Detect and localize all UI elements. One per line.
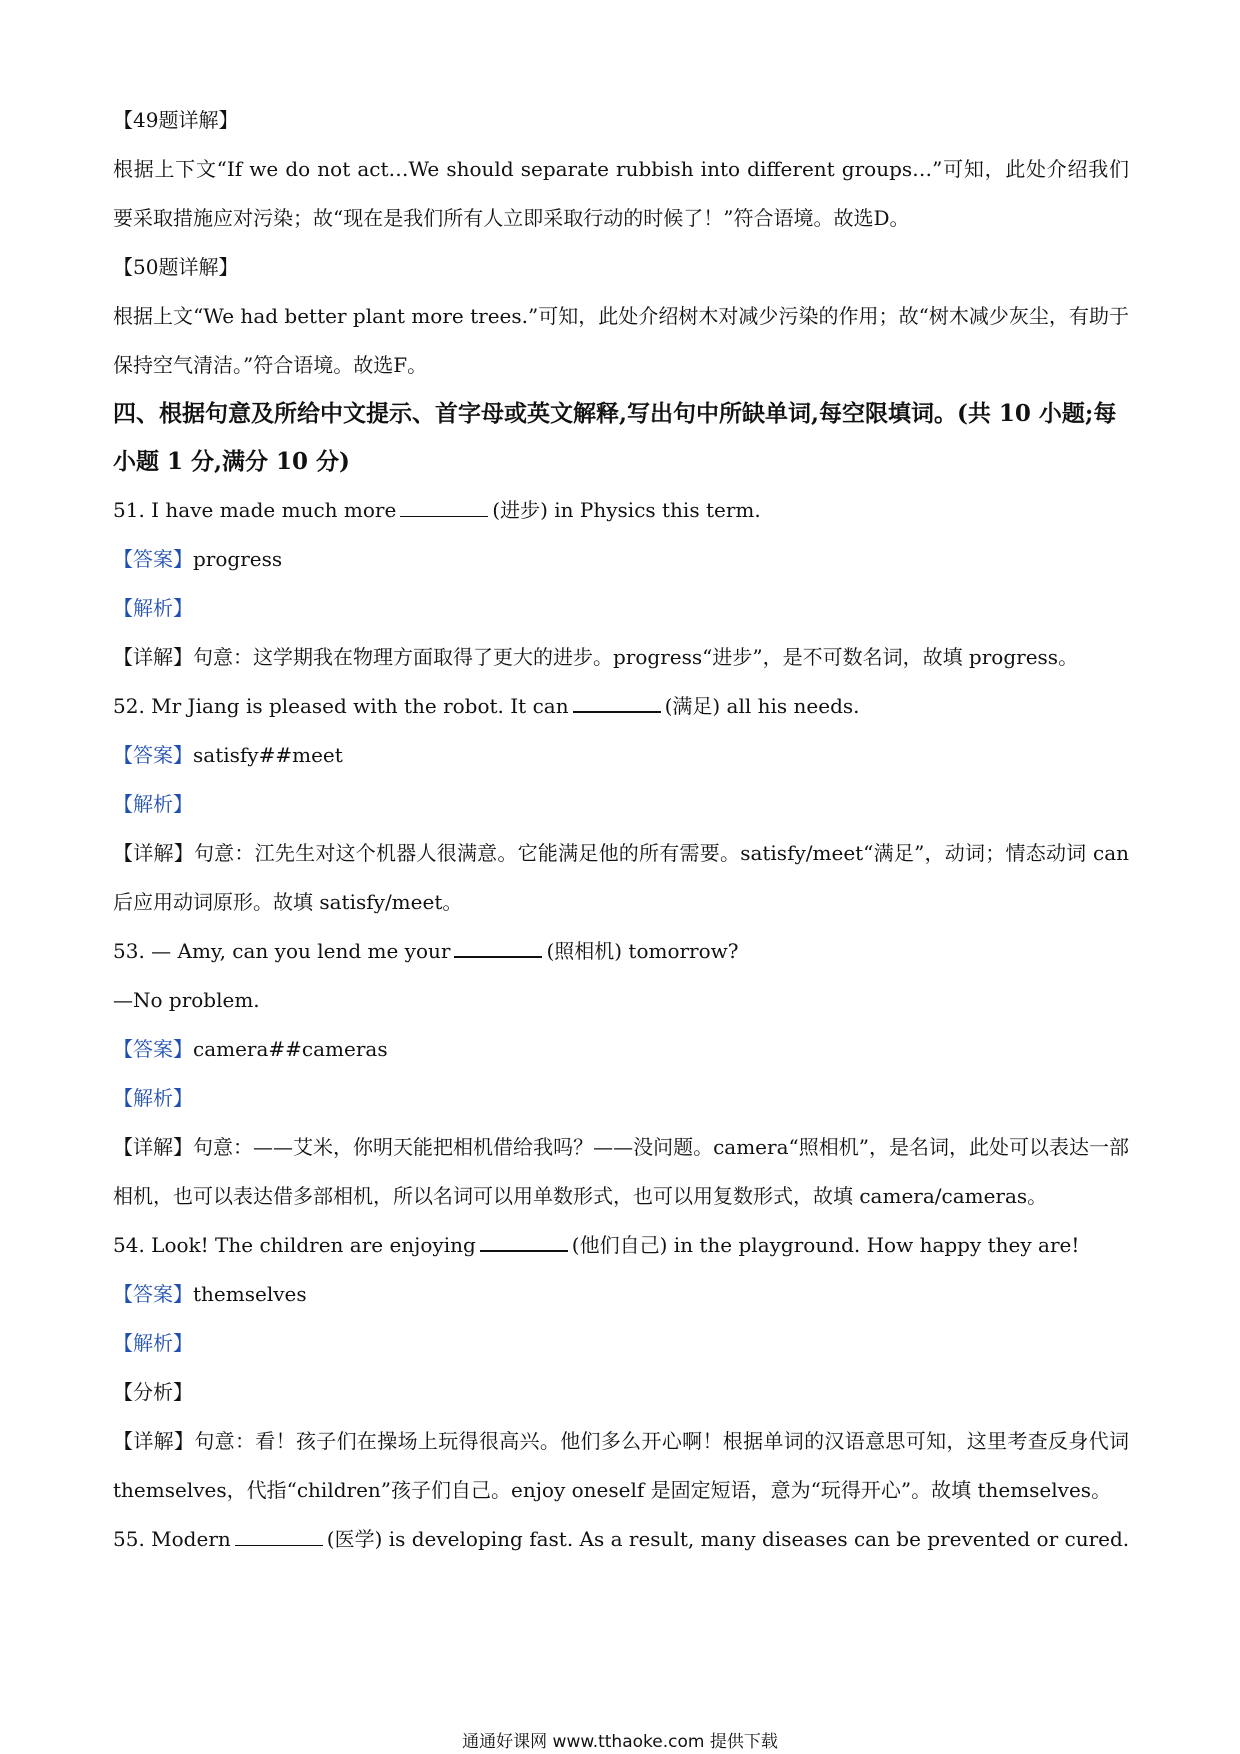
q52-question [113, 682, 1129, 731]
q53-question [113, 927, 1129, 976]
q52-analysis-tag: 【解析】 [113, 792, 193, 816]
q55-text-after: (医学) is developing fast. As a result, many diseases can be prevented or cured. [326, 1527, 1129, 1551]
q53-answer-value: camera##cameras [193, 1037, 388, 1061]
answer-tag: 【答案】 [113, 547, 193, 571]
q51-detail-text: 句意：这学期我在物理方面取得了更大的进步。progress“进步”，是不可数名词，故填 progress。 [193, 645, 1079, 669]
q55-question [113, 1515, 1129, 1564]
q53-detail-text: 句意：——艾米，你明天能把相机借给我吗？——没问题。camera“照相机”，是名词，此处可以表达一部相机，也可以表达借多部相机，所以名词可以用单数形式，也可以用复数形式，故填 camera/cameras。 [113, 1135, 1130, 1208]
answer-tag: 【答案】 [113, 1282, 193, 1306]
q53-text-before: 53. — Amy, can you lend me your [113, 939, 451, 963]
q51-detail [113, 633, 1129, 682]
page-footer: 通通好课网 www.tthaoke.com 提供下载 [462, 1732, 778, 1752]
q54-fenxi-tag: 【分析】 [113, 1380, 193, 1404]
q54-detail-text: 句意：看！孩子们在操场上玩得很高兴。他们多么开心啊！根据单词的汉语意思可知，这里考查反身代词 themselves，代指“children”孩子们自己。enjoy oneself 是固定短语，意为“玩得开心”。故填 themselves。 [113, 1429, 1130, 1502]
q51-analysis-tag: 【解析】 [113, 596, 193, 620]
q54-answer-value: themselves [193, 1282, 307, 1306]
q54-detail [113, 1417, 1129, 1515]
answer-tag: 【答案】 [113, 743, 193, 767]
q55-blank [235, 1527, 323, 1546]
detail-tag: 【详解】 [113, 1429, 195, 1453]
q51-answer [113, 535, 1129, 584]
q53-text-after: (照相机) tomorrow? [546, 939, 739, 963]
q50-explanation: 根据上文“We had better plant more trees.”可知，此处介绍树木对减少污染的作用；故“树木减少灰尘，有助于保持空气清洁。”符合语境。故选F。 [113, 304, 1129, 377]
detail-tag: 【详解】 [113, 841, 194, 865]
q51-answer-value: progress [193, 547, 283, 571]
q54-analysis-tag: 【解析】 [113, 1331, 193, 1355]
q53-reply: —No problem. [113, 988, 260, 1012]
q54-text-before: 54. Look! The children are enjoying [113, 1233, 476, 1257]
q54-answer [113, 1270, 1129, 1319]
q53-analysis-tag: 【解析】 [113, 1086, 193, 1110]
q49-explanation: 根据上下文“If we do not act…We should separate rubbish into different groups…”可知，此处介绍我们要采取措施应对污染；故“现在是我们所有人立即采取行动的时候了！”符合语境。故选D。 [113, 157, 1129, 230]
q52-detail-text: 句意：江先生对这个机器人很满意。它能满足他的所有需要。satisfy/meet“满足”，动词；情态动词 can 后应用动词原形。故填 satisfy/meet。 [113, 841, 1130, 914]
q52-answer-value: satisfy##meet [193, 743, 343, 767]
q51-text-before: 51. I have made much more [113, 498, 397, 522]
q52-text-before: 52. Mr Jiang is pleased with the robot. It can [113, 694, 569, 718]
detail-tag: 【详解】 [113, 1135, 194, 1159]
q51-text-after: (进步) in Physics this term. [492, 498, 761, 522]
q53-blank [454, 938, 542, 958]
q52-detail [113, 829, 1129, 927]
detail-tag: 【详解】 [113, 645, 193, 669]
document-page [113, 96, 1129, 1564]
q50-header: 【50题详解】 [113, 255, 239, 279]
q53-detail [113, 1123, 1129, 1221]
q53-answer [113, 1025, 1129, 1074]
answer-tag: 【答案】 [113, 1037, 193, 1061]
q54-text-after: (他们自己) in the playground. How happy they are! [571, 1233, 1080, 1257]
section-4-title: 四、根据句意及所给中文提示、首字母或英文解释,写出句中所缺单词,每空限填词。(共 10 小题;每小题 1 分,满分 10 分) [113, 400, 1117, 475]
q52-text-after: (满足) all his needs. [664, 694, 860, 718]
q49-header: 【49题详解】 [113, 108, 239, 132]
q52-answer [113, 731, 1129, 780]
q51-question [113, 486, 1129, 535]
q51-blank [400, 498, 488, 517]
q54-question [113, 1221, 1129, 1270]
q52-blank [573, 693, 661, 713]
q55-text-before: 55. Modern [113, 1527, 231, 1551]
q54-blank [480, 1232, 568, 1252]
